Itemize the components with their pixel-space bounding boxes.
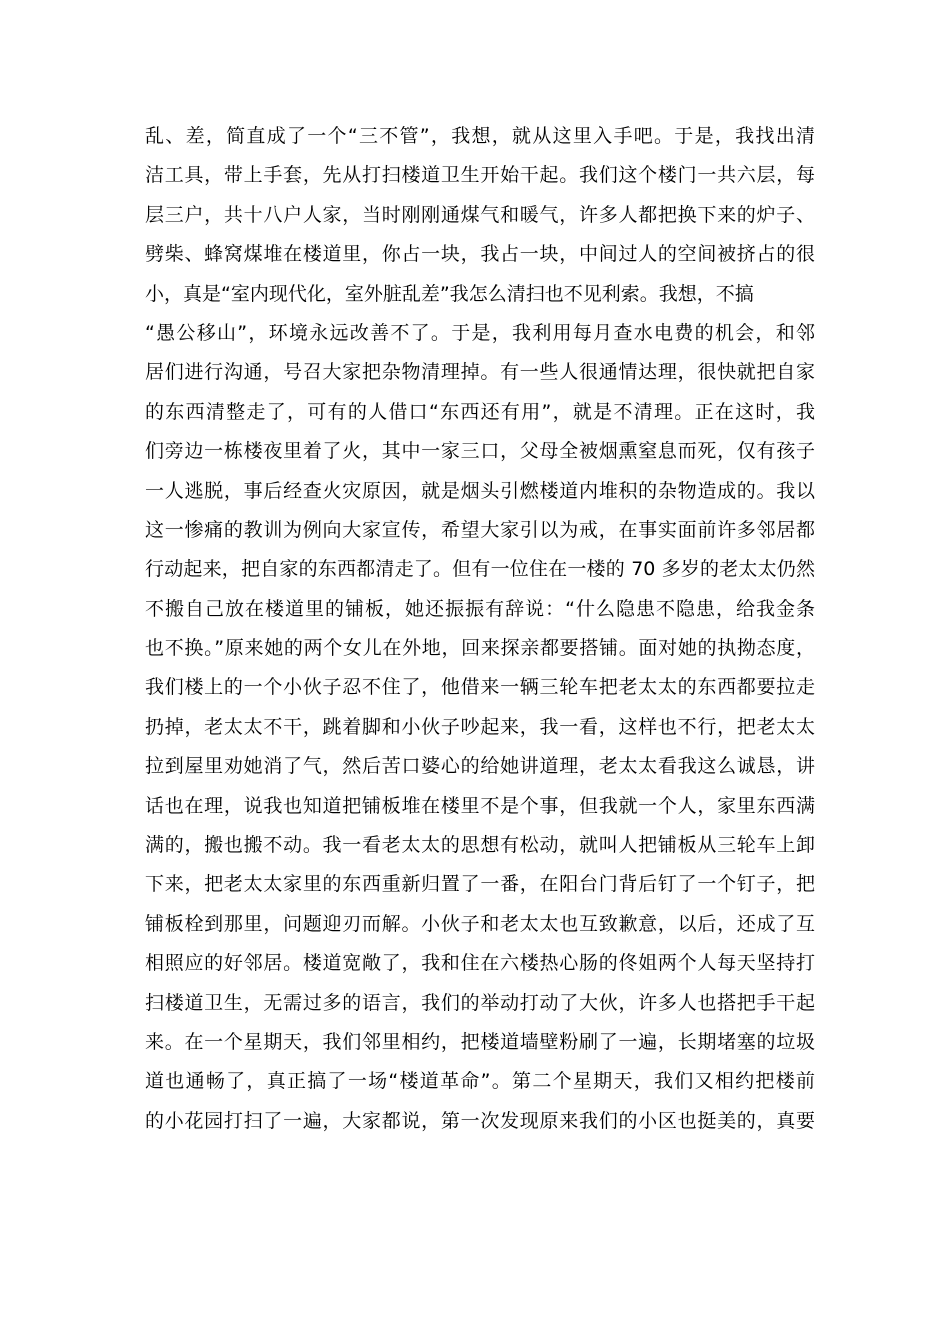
- text-line: 拉到屋里劝她消了气，然后苦口婆心的给她讲道理，老太太看我这么诚恳，讲: [145, 755, 815, 778]
- text-line: 铺板栓到那里，问题迎刃而解。小伙子和老太太也互致歉意，以后，还成了互: [145, 912, 815, 935]
- text-line: 的小花园打扫了一遍，大家都说，第一次发现原来我们的小区也挺美的，真要: [145, 1109, 815, 1132]
- text-line: 下来，把老太太家里的东西重新归置了一番，在阳台门背后钉了一个钉子，把: [145, 873, 815, 896]
- text-line: 一人逃脱，事后经查火灾原因，就是烟头引燃楼道内堆积的杂物造成的。我以: [145, 479, 815, 502]
- text-line: 劈柴、蜂窝煤堆在楼道里，你占一块，我占一块，中间过人的空间被挤占的很: [145, 243, 815, 266]
- text-line: 居们进行沟通，号召大家把杂物清理掉。有一些人很通情达理，很快就把自家: [145, 361, 815, 384]
- text-line: 也不换。”原来她的两个女儿在外地，回来探亲都要搭铺。面对她的执拗态度，: [145, 637, 815, 660]
- text-line: 乱、差，简直成了一个“三不管”，我想，就从这里入手吧。于是，我找出清: [145, 125, 815, 147]
- text-line: 这一惨痛的教训为例向大家宣传，希望大家引以为戒，在事实面前许多邻居都: [145, 518, 815, 541]
- body-text: [145, 117, 815, 1141]
- text-line: 我们楼上的一个小伙子忍不住了，他借来一辆三轮车把老太太的东西都要拉走: [145, 676, 815, 699]
- text-line: 层三户，共十八户人家，当时刚刚通煤气和暖气，许多人都把换下来的炉子、: [145, 203, 815, 226]
- text-line: 洁工具，带上手套，先从打扫楼道卫生开始干起。我们这个楼门一共六层，每: [145, 164, 815, 187]
- text-line: 话也在理，说我也知道把铺板堆在楼里不是个事，但我就一个人，家里东西满: [145, 794, 815, 817]
- text-line: 小，真是“室内现代化，室外脏乱差”我怎么清扫也不见利索。我想，不搞: [145, 282, 754, 305]
- text-line: 行动起来，把自家的东西都清走了。但有一位住在一楼的 70 多岁的老太太仍然: [145, 558, 815, 581]
- text-line: 的东西清整走了，可有的人借口“东西还有用”，就是不清理。正在这时，我: [145, 400, 815, 423]
- text-line: 扫楼道卫生，无需过多的语言，我们的举动打动了大伙，许多人也搭把手干起: [145, 991, 815, 1014]
- text-line: “愚公移山”，环境永远改善不了。于是，我利用每月查水电费的机会，和邻: [145, 321, 815, 344]
- text-line: 不搬自己放在楼道里的铺板，她还振振有辞说：“什么隐患不隐患，给我金条: [145, 597, 815, 620]
- text-line: 相照应的好邻居。楼道宽敞了，我和住在六楼热心肠的佟姐两个人每天坚持打: [145, 952, 815, 975]
- text-line: 来。在一个星期天，我们邻里相约，把楼道墙壁粉刷了一遍，长期堵塞的垃圾: [145, 1030, 815, 1053]
- text-line: 道也通畅了，真正搞了一场“楼道革命”。第二个星期天，我们又相约把楼前: [145, 1070, 815, 1093]
- text-line: 扔掉，老太太不干，跳着脚和小伙子吵起来，我一看，这样也不行，把老太太: [145, 715, 815, 738]
- text-line: 们旁边一栋楼夜里着了火，其中一家三口，父母全被烟熏窒息而死，仅有孩子: [145, 440, 815, 463]
- text-line: 满的，搬也搬不动。我一看老太太的思想有松动，就叫人把铺板从三轮车上卸: [145, 834, 815, 857]
